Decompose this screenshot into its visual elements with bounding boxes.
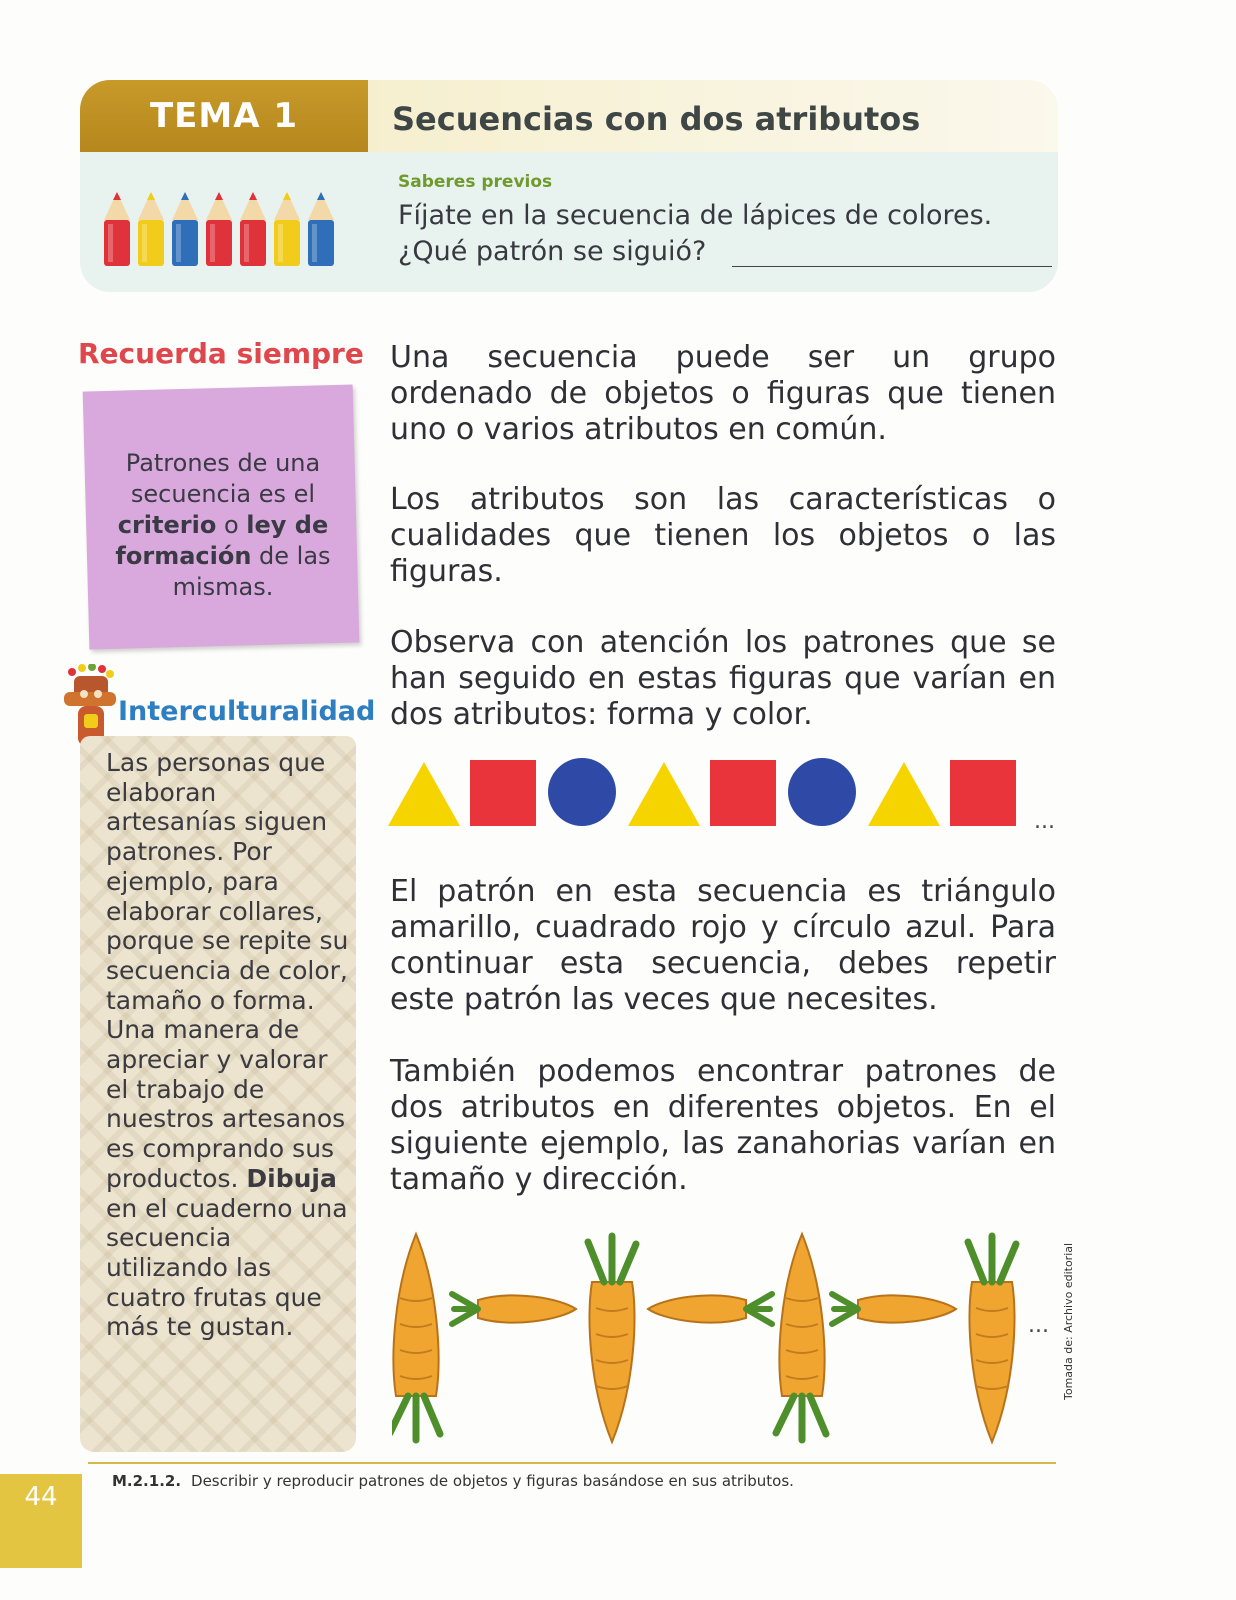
carrot-sequence xyxy=(392,1228,1082,1448)
square-shape xyxy=(470,760,536,826)
circle-shape xyxy=(788,758,856,826)
square-shape xyxy=(710,760,776,826)
big-carrot xyxy=(968,1236,1016,1442)
colored-pencils-illustration xyxy=(102,190,362,270)
small-carrot xyxy=(648,1294,772,1324)
pencil-icon xyxy=(206,192,232,266)
pencil-icon xyxy=(138,192,164,266)
paragraph-pattern: El patrón en esta secuencia es triángulo amarillo, cuadrado rojo y círculo azul. Para continuar esta secuencia, debes repetir este patrón las veces que necesites. xyxy=(390,874,1056,1017)
interculturalidad-text: Las personas que elaboran artesanías siguen patrones. Por ejemplo, para elaborar collares, porque se repite su secuencia de color, tamaño o forma. Una manera de apreciar y valorar el trabajo de nuestros artesanos es comprando sus productos. Dibuja en el cuaderno una secuencia utilizando las cuatro frutas que más te gustan. xyxy=(106,748,349,1342)
paragraph-carrots: También podemos encontrar patrones de dos atributos en diferentes objetos. En el siguiente ejemplo, las zanahorias varían en tamaño y dirección. xyxy=(390,1054,1056,1197)
big-carrot xyxy=(776,1234,826,1440)
question-line-1: Fíjate en la secuencia de lápices de colores. xyxy=(398,200,993,231)
carrot-ellipsis: ... xyxy=(1028,1313,1049,1338)
triangle-shape xyxy=(868,762,940,826)
saberes-previos-label: Saberes previos xyxy=(398,172,553,192)
footer-rule xyxy=(88,1462,1056,1464)
shape-ellipsis: ... xyxy=(1034,809,1055,834)
pencil-icon xyxy=(240,192,266,266)
recuerda-siempre-title: Recuerda siempre xyxy=(78,337,364,370)
question-line-2: ¿Qué patrón se siguió? xyxy=(398,236,707,267)
topic-title: Secuencias con dos atributos xyxy=(368,80,1058,152)
pencil-icon xyxy=(274,192,300,266)
paragraph-observe: Observa con atención los patrones que se han seguido en estas figuras que varían en dos atributos: forma y color. xyxy=(390,625,1056,732)
paragraph-attributes: Los atributos son las características o cualidades que tienen los objetos o las figuras. xyxy=(390,482,1056,589)
pencil-icon xyxy=(308,192,334,266)
topic-header xyxy=(80,80,1058,292)
sticky-note-text: Patrones de una secuencia es el criterio o ley de formación de las mismas. xyxy=(115,449,331,601)
square-shape xyxy=(950,760,1016,826)
paragraph-definition: Una secuencia puede ser un grupo ordenado de objetos o figuras que tienen uno o varios atributos en común. xyxy=(390,340,1056,447)
answer-blank-line[interactable] xyxy=(732,266,1052,267)
small-carrot xyxy=(452,1294,576,1324)
topic-number: TEMA 1 xyxy=(80,80,368,152)
triangle-shape xyxy=(388,762,460,826)
circle-shape xyxy=(548,758,616,826)
skill-code-line: M.2.1.2. Describir y reproducir patrones de objetos y figuras basándose en sus atributos. xyxy=(112,1472,794,1490)
image-credit: Tomada de: Archivo editorial xyxy=(1062,1242,1075,1400)
triangle-shape xyxy=(628,762,700,826)
interculturalidad-title: Interculturalidad xyxy=(118,696,376,727)
big-carrot xyxy=(392,1234,440,1440)
pencil-icon xyxy=(104,192,130,266)
shape-sequence xyxy=(388,758,1068,834)
page-number: 44 xyxy=(24,1482,58,1512)
big-carrot xyxy=(588,1236,636,1442)
pencil-icon xyxy=(172,192,198,266)
